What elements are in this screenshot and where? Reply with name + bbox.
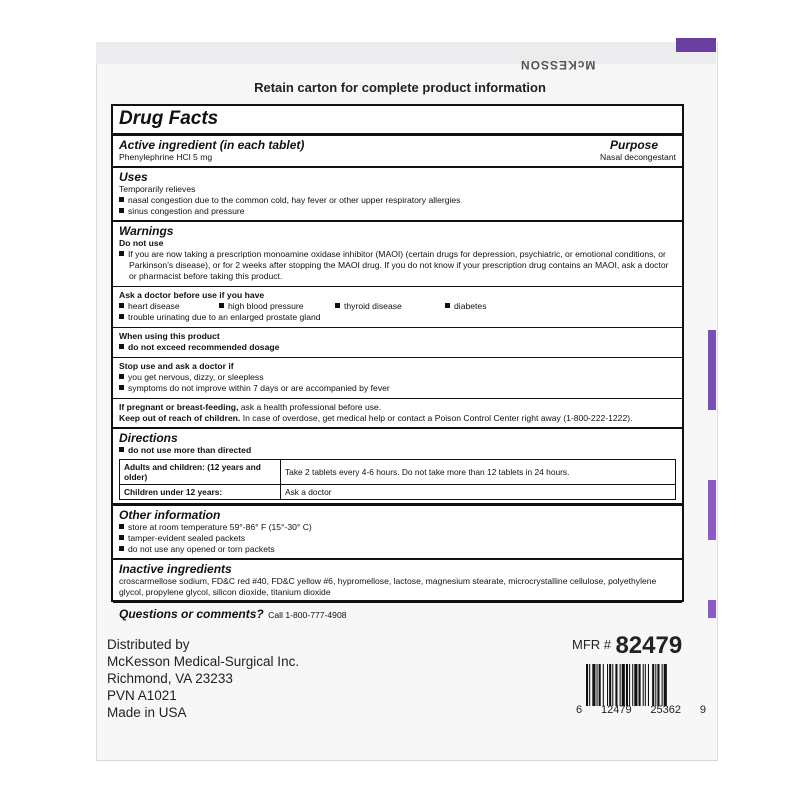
barcode-digit-group: 6 xyxy=(576,704,583,716)
distributor-line: Richmond, VA 23233 xyxy=(107,671,233,686)
barcode-bar xyxy=(599,664,601,706)
barcode-bar xyxy=(622,664,625,706)
barcode-bar xyxy=(589,664,590,706)
barcode-bar xyxy=(648,664,649,706)
barcode-bar xyxy=(639,664,641,706)
retain-carton-notice: Retain carton for complete product information xyxy=(254,80,546,95)
warnings-heading: Warnings xyxy=(119,224,174,238)
barcode-bar xyxy=(626,664,628,706)
barcode-bar xyxy=(632,664,633,706)
directions-how: Take 2 tablets every 4-6 hours. Do not take more than 12 tablets in 24 hours. xyxy=(281,460,676,485)
ask-doctor-extra: trouble urinating due to an enlarged prostate gland xyxy=(128,312,321,322)
ask-doctor-item: thyroid disease xyxy=(344,301,402,311)
inactive-ingredients-heading: Inactive ingredients xyxy=(119,562,232,576)
purpose-value: Nasal decongestant xyxy=(600,152,676,162)
barcode-bar xyxy=(586,664,588,706)
barcode-digit-group: 25362 xyxy=(650,704,681,716)
inactive-ingredients-text: croscarmellose sodium, FD&C red #40, FD&C yellow #6, hypromellose, lactose, magnesium stearate, microcrystalline cellulose, polyethylene glycol, propylene glycol, silicon dioxide, titanium dioxide xyxy=(119,576,657,597)
table-row xyxy=(120,485,676,500)
other-item: tamper-evident sealed packets xyxy=(128,533,246,543)
barcode-bar xyxy=(643,664,644,706)
barcode xyxy=(586,664,696,706)
bullet-icon xyxy=(119,546,124,551)
questions-phone: Call 1-800-777-4908 xyxy=(268,610,347,620)
stop-use-heading: Stop use and ask a doctor if xyxy=(119,361,234,371)
barcode-bar xyxy=(597,664,598,706)
directions-how: Ask a doctor xyxy=(281,485,676,500)
inactive-ingredients-section xyxy=(113,560,682,603)
bullet-icon xyxy=(335,303,340,308)
distributor-line: Made in USA xyxy=(107,705,187,720)
drug-facts-panel xyxy=(111,104,684,621)
ask-doctor-item: heart disease xyxy=(128,301,180,311)
stop-use-item: you get nervous, dizzy, or sleepless xyxy=(128,372,264,382)
questions-heading: Questions or comments? xyxy=(119,607,264,621)
purple-accent-side xyxy=(708,600,716,618)
directions-item: do not use more than directed xyxy=(128,445,252,455)
barcode-bar xyxy=(620,664,621,706)
pregnant-warning-text: ask a health professional before use. xyxy=(240,402,382,412)
purple-accent-side xyxy=(708,480,716,540)
active-ingredient-heading: Active ingredient (in each tablet) xyxy=(119,138,305,152)
bullet-icon xyxy=(445,303,450,308)
barcode-bar xyxy=(645,664,646,706)
bullet-icon xyxy=(119,385,124,390)
active-ingredient-section xyxy=(113,136,682,168)
uses-item: nasal congestion due to the common cold, hay fever or other upper respiratory allergies xyxy=(128,195,461,205)
directions-section xyxy=(113,429,682,506)
when-using-heading: When using this product xyxy=(119,331,220,341)
barcode-bar xyxy=(592,664,595,706)
purple-accent-top xyxy=(676,38,716,52)
distributor-line: Distributed by xyxy=(107,637,190,652)
barcode-bar xyxy=(607,664,608,706)
other-information-heading: Other information xyxy=(119,508,221,522)
purple-accent-side xyxy=(708,330,716,410)
other-item: store at room temperature 59°-86° F (15°-30° C) xyxy=(128,522,312,532)
barcode-bar xyxy=(657,664,659,706)
mfr-label: MFR # xyxy=(572,637,611,652)
bullet-icon xyxy=(119,535,124,540)
mfr-value: 82479 xyxy=(615,632,683,659)
barcode-digits xyxy=(576,704,706,716)
bullet-icon xyxy=(119,208,124,213)
barcode-bar xyxy=(615,664,617,706)
barcode-digit-group: 9 xyxy=(699,704,706,716)
bullet-icon xyxy=(119,374,124,379)
bullet-icon xyxy=(119,344,124,349)
mirrored-brand-text: McKESSON xyxy=(520,58,596,72)
directions-heading: Directions xyxy=(119,431,178,445)
other-item: do not use any opened or torn packets xyxy=(128,544,275,554)
active-ingredient: Phenylephrine HCl 5 mg xyxy=(119,152,213,162)
do-not-use-heading: Do not use xyxy=(119,238,164,248)
carton-top-edge xyxy=(96,42,716,64)
directions-table xyxy=(119,459,676,500)
drug-facts-header xyxy=(113,106,682,136)
uses-intro: Temporarily relieves xyxy=(119,184,196,194)
ask-doctor-item: diabetes xyxy=(454,301,487,311)
table-row xyxy=(120,460,676,485)
when-using-item: do not exceed recommended dosage xyxy=(128,342,280,352)
distributor-line: PVN A1021 xyxy=(107,688,177,703)
barcode-bar xyxy=(652,664,654,706)
barcode-bar xyxy=(634,664,637,706)
purpose-heading: Purpose xyxy=(609,138,658,152)
directions-who: Children under 12 years: xyxy=(120,485,281,500)
uses-heading: Uses xyxy=(119,170,148,184)
ask-doctor-heading: Ask a doctor before use if you have xyxy=(119,290,265,300)
bullet-icon xyxy=(219,303,224,308)
distributor-block xyxy=(107,636,299,721)
do-not-use-text: If you are now taking a prescription monoamine oxidase inhibitor (MAOI) (certain drugs for depression, psychiatric, or emotional conditions, or Parkinson's disease), or for 2 weeks after stopping the MAOI drug. If you do not know if your prescription drug contains an MAOI, ask a doctor or pharmacist before taking this product. xyxy=(128,249,669,281)
warnings-section xyxy=(113,222,682,429)
other-information-section xyxy=(113,506,682,560)
bullet-icon xyxy=(119,447,124,452)
barcode-bar xyxy=(655,664,656,706)
ask-doctor-item: high blood pressure xyxy=(228,301,304,311)
barcode-bar xyxy=(664,664,667,706)
barcode-bar xyxy=(629,664,630,706)
barcode-bar xyxy=(612,664,613,706)
barcode-bar xyxy=(662,664,663,706)
bullet-icon xyxy=(119,251,124,256)
bullet-icon xyxy=(119,303,124,308)
keep-out-label: Keep out of reach of children. xyxy=(119,413,241,423)
questions-section xyxy=(113,603,682,626)
pregnant-warning-label: If pregnant or breast-feeding, xyxy=(119,402,239,412)
stop-use-item: symptoms do not improve within 7 days or are accompanied by fever xyxy=(128,383,390,393)
bullet-icon xyxy=(119,314,124,319)
barcode-digit-group: 12479 xyxy=(600,704,632,716)
barcode-bar xyxy=(603,664,604,706)
bullet-icon xyxy=(119,197,124,202)
barcode-bar xyxy=(609,664,611,706)
bullet-icon xyxy=(119,524,124,529)
keep-out-text: In case of overdose, get medical help or contact a Poison Control Center right away (1-800-222-1222). xyxy=(242,413,633,423)
drug-facts-title: Drug Facts xyxy=(119,108,219,129)
uses-item: sinus congestion and pressure xyxy=(128,206,245,216)
distributor-line: McKesson Medical-Surgical Inc. xyxy=(107,654,300,669)
directions-who: Adults and children: (12 years and older) xyxy=(120,460,281,485)
uses-section xyxy=(113,168,682,222)
mfr-number xyxy=(572,632,682,660)
